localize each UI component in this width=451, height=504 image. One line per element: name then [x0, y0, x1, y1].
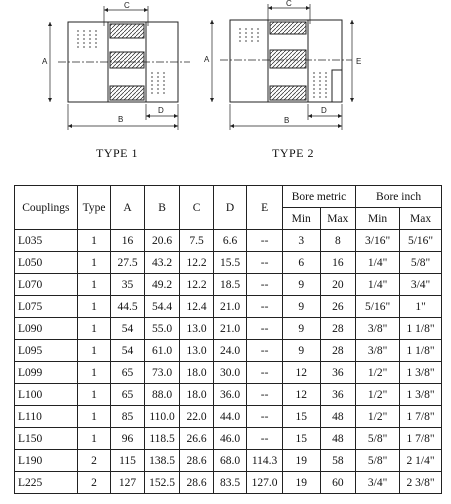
- table-row: [15, 384, 442, 406]
- cell-a: 65: [111, 362, 144, 384]
- cell-inch-max: 1 7/8": [400, 406, 442, 428]
- cell-d: 36.0: [213, 384, 246, 406]
- header-type: Type: [77, 186, 110, 230]
- cell-d: 21.0: [213, 318, 246, 340]
- cell-type: 2: [77, 472, 110, 494]
- cell-inch-max: 1 3/8": [400, 384, 442, 406]
- cell-b: 54.4: [144, 296, 180, 318]
- cell-type: 1: [77, 362, 110, 384]
- table-row: [15, 362, 442, 384]
- cell-type: 1: [77, 318, 110, 340]
- header-a: A: [111, 186, 144, 230]
- cell-c: 18.0: [180, 362, 213, 384]
- cell-type: 1: [77, 406, 110, 428]
- cell-metric-max: 36: [320, 384, 356, 406]
- type2-dim-c: C: [286, 0, 292, 8]
- type2-dim-a: A: [204, 55, 210, 64]
- cell-inch-max: 1 7/8": [400, 428, 442, 450]
- type2-label: TYPE 2: [272, 146, 314, 160]
- cell-inch-min: 3/16": [356, 230, 400, 252]
- cell-d: 24.0: [213, 340, 246, 362]
- cell-metric-min: 9: [282, 274, 320, 296]
- cell-d: 83.5: [213, 472, 246, 494]
- type1-drawing: [42, 1, 190, 130]
- cell-metric-min: 19: [282, 450, 320, 472]
- coupling-spec-table: [14, 185, 442, 494]
- cell-inch-min: 1/2": [356, 406, 400, 428]
- cell-inch-max: 2 3/8": [400, 472, 442, 494]
- cell-c: 7.5: [180, 230, 213, 252]
- cell-a: 44.5: [111, 296, 144, 318]
- cell-c: 18.0: [180, 384, 213, 406]
- cell-metric-min: 3: [282, 230, 320, 252]
- cell-inch-min: 1/4": [356, 252, 400, 274]
- cell-metric-min: 15: [282, 406, 320, 428]
- cell-e: --: [247, 252, 283, 274]
- cell-coupling: L070: [15, 274, 78, 296]
- cell-coupling: L110: [15, 406, 78, 428]
- header-metric-min: Min: [282, 208, 320, 230]
- cell-type: 1: [77, 274, 110, 296]
- cell-c: 12.4: [180, 296, 213, 318]
- cell-metric-max: 20: [320, 274, 356, 296]
- header-e: E: [247, 186, 283, 230]
- cell-a: 65: [111, 384, 144, 406]
- table-row: [15, 274, 442, 296]
- type2-dim-e: E: [356, 57, 362, 66]
- cell-coupling: L225: [15, 472, 78, 494]
- coupling-drawings: [0, 0, 451, 180]
- header-b: B: [144, 186, 180, 230]
- cell-a: 27.5: [111, 252, 144, 274]
- cell-b: 20.6: [144, 230, 180, 252]
- cell-type: 1: [77, 384, 110, 406]
- table-header-row: [15, 186, 442, 208]
- cell-c: 28.6: [180, 472, 213, 494]
- cell-c: 12.2: [180, 274, 213, 296]
- cell-e: --: [247, 428, 283, 450]
- cell-type: 1: [77, 296, 110, 318]
- table-row: [15, 252, 442, 274]
- cell-b: 55.0: [144, 318, 180, 340]
- cell-metric-max: 48: [320, 406, 356, 428]
- cell-metric-min: 9: [282, 296, 320, 318]
- cell-c: 13.0: [180, 318, 213, 340]
- cell-a: 16: [111, 230, 144, 252]
- cell-inch-max: 1 3/8": [400, 362, 442, 384]
- cell-inch-max: 5/16": [400, 230, 442, 252]
- cell-inch-max: 1 1/8": [400, 318, 442, 340]
- cell-c: 28.6: [180, 450, 213, 472]
- type1-dim-c: C: [124, 1, 130, 10]
- cell-b: 88.0: [144, 384, 180, 406]
- cell-metric-min: 12: [282, 362, 320, 384]
- cell-metric-max: 28: [320, 318, 356, 340]
- cell-inch-max: 2 1/4": [400, 450, 442, 472]
- cell-d: 18.5: [213, 274, 246, 296]
- cell-inch-min: 3/8": [356, 318, 400, 340]
- type1-dim-b: B: [118, 115, 124, 124]
- cell-coupling: L100: [15, 384, 78, 406]
- type2-dim-b: B: [284, 116, 290, 125]
- cell-a: 127: [111, 472, 144, 494]
- cell-inch-min: 1/2": [356, 362, 400, 384]
- cell-metric-min: 6: [282, 252, 320, 274]
- cell-inch-min: 5/8": [356, 450, 400, 472]
- header-bore-inch: Bore inch: [356, 186, 442, 208]
- cell-b: 49.2: [144, 274, 180, 296]
- cell-type: 1: [77, 252, 110, 274]
- cell-d: 68.0: [213, 450, 246, 472]
- cell-d: 44.0: [213, 406, 246, 428]
- header-bore-metric: Bore metric: [282, 186, 355, 208]
- cell-d: 21.0: [213, 296, 246, 318]
- type1-dim-d: D: [158, 106, 164, 115]
- cell-metric-min: 9: [282, 318, 320, 340]
- header-d: D: [213, 186, 246, 230]
- header-inch-min: Min: [356, 208, 400, 230]
- cell-inch-min: 1/4": [356, 274, 400, 296]
- cell-metric-max: 8: [320, 230, 356, 252]
- cell-type: 2: [77, 450, 110, 472]
- cell-metric-max: 60: [320, 472, 356, 494]
- cell-e: 114.3: [247, 450, 283, 472]
- type1-dim-a: A: [42, 57, 48, 66]
- cell-e: --: [247, 340, 283, 362]
- cell-a: 35: [111, 274, 144, 296]
- cell-e: 127.0: [247, 472, 283, 494]
- cell-inch-min: 5/8": [356, 428, 400, 450]
- cell-inch-max: 5/8": [400, 252, 442, 274]
- header-couplings: Couplings: [15, 186, 78, 230]
- cell-b: 110.0: [144, 406, 180, 428]
- cell-inch-max: 1 1/8": [400, 340, 442, 362]
- cell-type: 1: [77, 428, 110, 450]
- table-body: [15, 230, 442, 494]
- cell-e: --: [247, 384, 283, 406]
- table-row: [15, 450, 442, 472]
- cell-coupling: L050: [15, 252, 78, 274]
- cell-e: --: [247, 406, 283, 428]
- table-row: [15, 230, 442, 252]
- cell-coupling: L075: [15, 296, 78, 318]
- cell-e: --: [247, 274, 283, 296]
- type2-drawing: [204, 0, 361, 130]
- cell-c: 26.6: [180, 428, 213, 450]
- cell-metric-min: 15: [282, 428, 320, 450]
- cell-d: 15.5: [213, 252, 246, 274]
- cell-metric-min: 9: [282, 340, 320, 362]
- table-row: [15, 318, 442, 340]
- cell-c: 12.2: [180, 252, 213, 274]
- cell-inch-min: 3/4": [356, 472, 400, 494]
- cell-c: 13.0: [180, 340, 213, 362]
- cell-metric-max: 16: [320, 252, 356, 274]
- cell-inch-max: 1": [400, 296, 442, 318]
- cell-a: 54: [111, 340, 144, 362]
- cell-metric-min: 19: [282, 472, 320, 494]
- cell-coupling: L090: [15, 318, 78, 340]
- cell-metric-max: 26: [320, 296, 356, 318]
- header-inch-max: Max: [400, 208, 442, 230]
- cell-b: 138.5: [144, 450, 180, 472]
- cell-b: 118.5: [144, 428, 180, 450]
- cell-metric-max: 58: [320, 450, 356, 472]
- header-metric-max: Max: [320, 208, 356, 230]
- cell-coupling: L150: [15, 428, 78, 450]
- cell-d: 46.0: [213, 428, 246, 450]
- table-row: [15, 472, 442, 494]
- cell-e: --: [247, 230, 283, 252]
- cell-metric-min: 12: [282, 384, 320, 406]
- cell-coupling: L035: [15, 230, 78, 252]
- table-row: [15, 428, 442, 450]
- cell-metric-max: 48: [320, 428, 356, 450]
- header-c: C: [180, 186, 213, 230]
- cell-a: 85: [111, 406, 144, 428]
- cell-coupling: L095: [15, 340, 78, 362]
- cell-a: 115: [111, 450, 144, 472]
- cell-metric-max: 28: [320, 340, 356, 362]
- cell-coupling: L099: [15, 362, 78, 384]
- cell-type: 1: [77, 340, 110, 362]
- cell-a: 54: [111, 318, 144, 340]
- cell-d: 30.0: [213, 362, 246, 384]
- table-row: [15, 296, 442, 318]
- table-row: [15, 340, 442, 362]
- cell-type: 1: [77, 230, 110, 252]
- cell-e: --: [247, 318, 283, 340]
- cell-d: 6.6: [213, 230, 246, 252]
- cell-metric-max: 36: [320, 362, 356, 384]
- table-row: [15, 406, 442, 428]
- cell-e: --: [247, 296, 283, 318]
- cell-inch-min: 5/16": [356, 296, 400, 318]
- cell-a: 96: [111, 428, 144, 450]
- cell-b: 61.0: [144, 340, 180, 362]
- cell-inch-min: 3/8": [356, 340, 400, 362]
- cell-coupling: L190: [15, 450, 78, 472]
- cell-inch-min: 1/2": [356, 384, 400, 406]
- cell-b: 152.5: [144, 472, 180, 494]
- cell-b: 43.2: [144, 252, 180, 274]
- type1-label: TYPE 1: [96, 146, 138, 160]
- cell-b: 73.0: [144, 362, 180, 384]
- cell-e: --: [247, 362, 283, 384]
- type2-dim-d: D: [321, 106, 327, 115]
- cell-c: 22.0: [180, 406, 213, 428]
- cell-inch-max: 3/4": [400, 274, 442, 296]
